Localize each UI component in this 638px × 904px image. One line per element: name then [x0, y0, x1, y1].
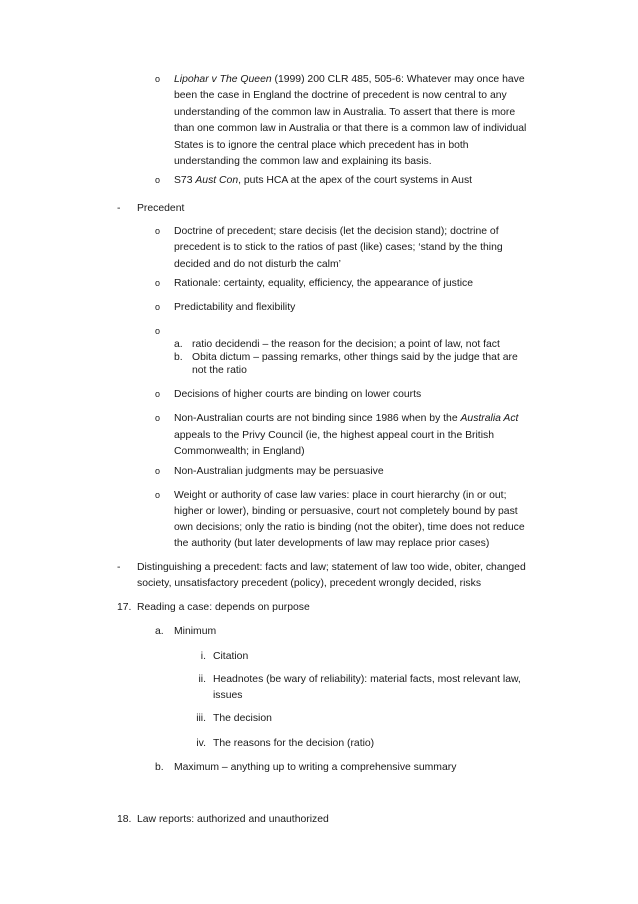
doctrine-line-1: Doctrine of precedent; stare decisis (let the decision stand); doctrine of [174, 226, 499, 237]
dash-icon: - [117, 562, 121, 573]
precedent-heading: Precedent [137, 203, 185, 214]
reading-iii-text: The decision [213, 713, 272, 724]
bullet-icon: o [155, 466, 161, 476]
ratio-b-label: b. [174, 352, 183, 363]
weight-line-4: the authority (but later developments of law may replace prior cases) [174, 538, 490, 549]
bullet-icon: o [155, 326, 161, 336]
non-aus-pre: Non-Australian courts are not binding since 1986 when by the [174, 413, 461, 424]
lipohar-line-4: than one common law in Australia or that there is a common law of individual [174, 123, 527, 134]
reading-a-text: Minimum [174, 626, 217, 637]
bullet-icon: o [155, 413, 161, 423]
bullet-icon: o [155, 175, 161, 185]
s73-pre: S73 [174, 175, 196, 186]
bullet-icon: o [155, 278, 161, 288]
s73-line [174, 174, 472, 187]
non-aus-judgments-line: Non-Australian judgments may be persuasive [174, 466, 384, 477]
lipohar-line-2: been the case in England the doctrine of precedent is now central to any [174, 90, 507, 101]
case-name: Lipohar v The Queen [174, 74, 272, 85]
ratio-a-text: ratio decidendi – the reason for the decision; a point of law, not fact [192, 339, 500, 350]
reading-b-text: Maximum – anything up to writing a comprehensive summary [174, 762, 457, 773]
reading-ii-text-2: issues [213, 690, 243, 701]
predictability-line: Predictability and flexibility [174, 302, 296, 313]
bullet-icon: o [155, 490, 161, 500]
law-reports-title: Law reports: authorized and unauthorized [137, 814, 329, 825]
distinguishing-line-2: society, unsatisfactory precedent (policy), precedent wrongly decided, risks [137, 578, 482, 589]
reading-i-text: Citation [213, 651, 249, 662]
lipohar-line-5: States is to ignore the central place which precedent has in both [174, 140, 469, 151]
distinguishing-line-1: Distinguishing a precedent: facts and law; statement of law too wide, obiter, changed [137, 562, 526, 573]
item-17-number: 17. [117, 602, 132, 613]
reading-b-label: b. [155, 762, 164, 773]
s73-post: , puts HCA at the apex of the court systems in Aust [238, 175, 473, 186]
reading-iv-label: iv. [196, 738, 206, 749]
rationale-line: Rationale: certainty, equality, efficiency, the appearance of justice [174, 278, 473, 289]
higher-courts-line: Decisions of higher courts are binding on lower courts [174, 389, 422, 400]
bullet-icon: o [155, 74, 161, 84]
reading-iv-text: The reasons for the decision (ratio) [213, 738, 375, 749]
reading-ii-label: ii. [198, 674, 206, 685]
reading-a-label: a. [155, 626, 164, 637]
ratio-b-text-2: not the ratio [192, 365, 247, 376]
reading-ii-text: Headnotes (be wary of reliability): material facts, most relevant law, [213, 674, 521, 685]
non-aus-courts-line-3: Commonwealth; in England) [174, 446, 305, 457]
bullet-icon: o [155, 302, 161, 312]
lipohar-line-1 [174, 73, 525, 86]
case-citation: (1999) 200 CLR 485, 505-6: Whatever may once have [271, 74, 525, 85]
weight-line-2: higher or lower), binding or persuasive, court not completely bound by past [174, 506, 518, 517]
australia-act: Australia Act [460, 413, 519, 424]
reading-i-label: i. [200, 651, 206, 662]
non-aus-courts-line-2: appeals to the Privy Council (ie, the highest appeal court in the British [174, 430, 494, 441]
ratio-a-label: a. [174, 339, 183, 350]
item-18-number: 18. [117, 814, 132, 825]
weight-line-1: Weight or authority of case law varies: place in court hierarchy (in or out; [174, 490, 507, 501]
lipohar-line-6: understanding the common law and explaining its basis. [174, 156, 432, 167]
reading-title: Reading a case: depends on purpose [137, 602, 310, 613]
lipohar-line-3: understanding of the common law in Australia. To assert that there is more [174, 107, 516, 118]
doctrine-line-3: decided and do not disturb the calm’ [174, 259, 341, 270]
bullet-icon: o [155, 389, 161, 399]
reading-iii-label: iii. [196, 713, 206, 724]
non-aus-courts-line-1 [174, 412, 518, 425]
doctrine-line-2: precedent is to stick to the ratios of past (like) cases; ‘stand by the thing [174, 242, 503, 253]
weight-line-3: own decisions; only the ratio is binding (not the obiter), time does not reduce [174, 522, 525, 533]
dash-icon: - [117, 203, 121, 214]
ratio-b-text: Obita dictum – passing remarks, other things said by the judge that are [192, 352, 518, 363]
bullet-icon: o [155, 226, 161, 236]
s73-ital: Aust Con [195, 175, 239, 186]
